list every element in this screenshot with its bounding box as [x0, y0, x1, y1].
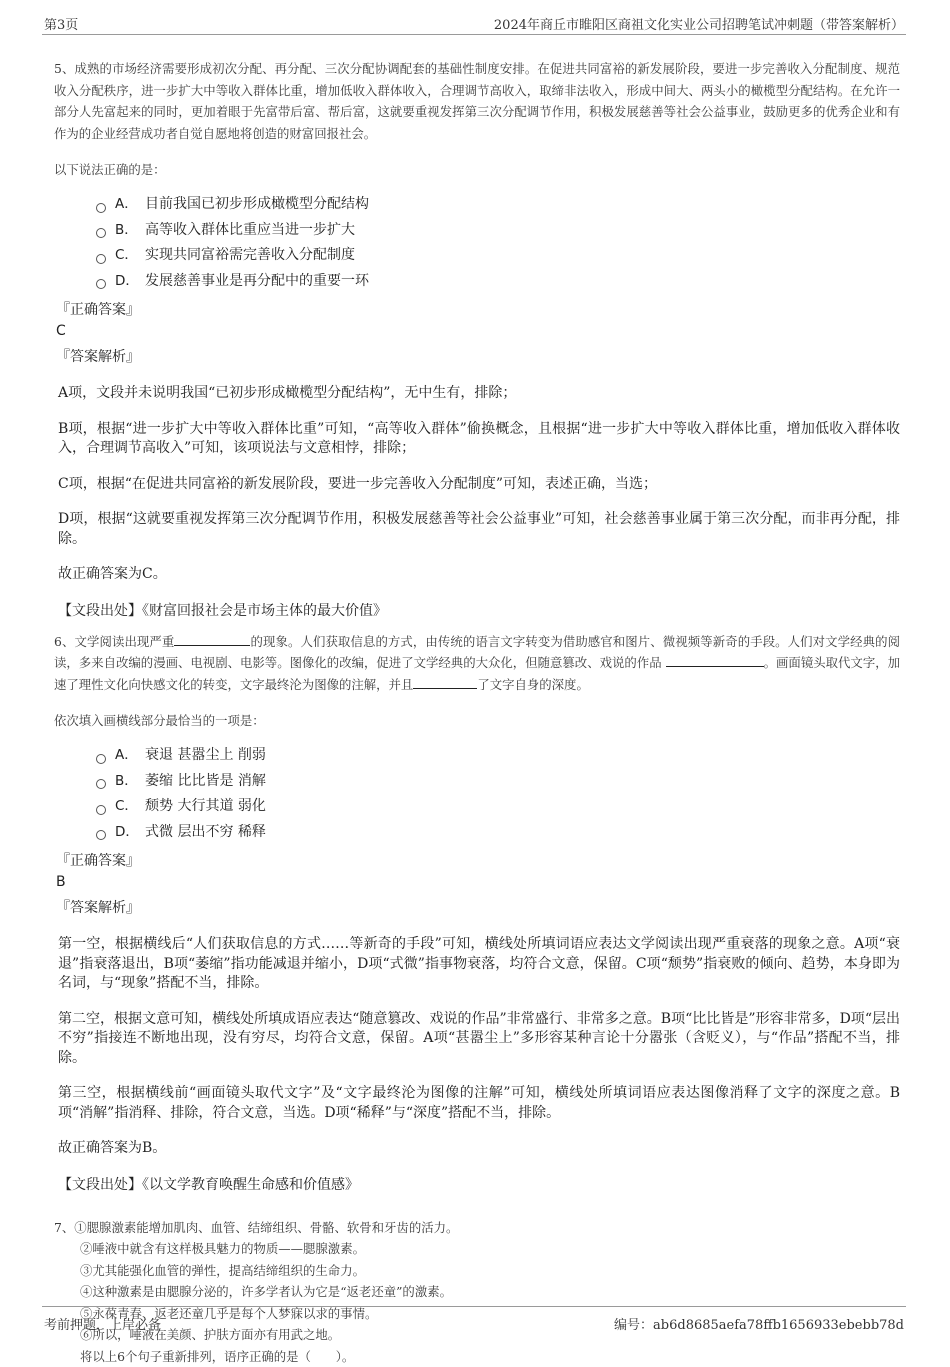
- fill-blank-3: [413, 676, 477, 689]
- radio-icon[interactable]: [96, 279, 106, 289]
- question-7-line: ③尤其能强化血管的弹性，提高结缔组织的生命力。: [80, 1260, 900, 1282]
- radio-icon[interactable]: [96, 254, 106, 264]
- question-7-line: ④这种激素是由腮腺分泌的，许多学者认为它是“返老还童”的激素。: [80, 1281, 900, 1303]
- analysis-paragraph: D项，根据“这就要重视发挥第三次分配调节作用，积极发展慈善等社会公益事业”可知，社会慈善事业属于第三次分配，而非再分配，排除。: [58, 510, 900, 549]
- question-6-options: [54, 743, 900, 845]
- fill-blank-2: [666, 654, 764, 667]
- option-c[interactable]: C． 颓势 大行其道 弱化: [96, 794, 900, 820]
- passage-source: 【文段出处】《以文学教育唤醒生命感和价值感》: [58, 1175, 900, 1195]
- passage-source: 【文段出处】《财富回报社会是市场主体的最大价值》: [58, 601, 900, 621]
- radio-icon[interactable]: [96, 779, 106, 789]
- question-5-prompt: 以下说法正确的是：: [54, 160, 900, 180]
- correct-answer-label: 『正确答案』: [56, 850, 900, 872]
- footer-slogan: 考前押题，上岸必备: [44, 1314, 161, 1333]
- analysis-paragraph: 第二空，根据文意可知，横线处所填成语应表达“随意篡改、戏说的作品”非常盛行、非常多之意。B项“比比皆是”形容非常多，D项“层出不穷”指接连不断地出现，没有穷尽，均符合文意，保留。A项“甚嚣尘上”多形容某种言论十分嚣张（含贬义），与“作品”搭配不当，排除。: [58, 1010, 900, 1069]
- question-5-options: [54, 192, 900, 294]
- page-footer: [42, 1306, 906, 1337]
- radio-icon[interactable]: [96, 805, 106, 815]
- correct-answer-label: 『正确答案』: [56, 299, 900, 321]
- analysis-paragraph: 第一空，根据横线后“人们获取信息的方式……等新奇的手段”可知，横线处所填词语应表达文学阅读出现严重衰落的现象之意。A项“衰退”指衰落退出，B项“萎缩”指功能减退并缩小，D项“式微”指事物衰落，均符合文意，保留。C项“颓势”指衰败的倾向、趋势，本身即为名词，与“现象”搭配不当，排除。: [58, 935, 900, 994]
- question-7-line: ②唾液中就含有这样极具魅力的物质——腮腺激素。: [80, 1238, 900, 1260]
- page-content: [54, 58, 900, 1367]
- question-7-line: ⑤永葆青春、返老还童几乎是每个人梦寐以求的事情。: [80, 1303, 900, 1325]
- question-6-prompt: 依次填入画横线部分最恰当的一项是：: [54, 711, 900, 731]
- document-code: 编号：ab6d8685aefa78ffb1656933ebebb78d: [614, 1314, 904, 1333]
- question-6: [54, 631, 900, 1195]
- question-7-instruction: 将以上6个句子重新排列，语序正确的是（ ）。: [80, 1346, 900, 1367]
- radio-icon[interactable]: [96, 203, 106, 213]
- radio-icon[interactable]: [96, 228, 106, 238]
- question-7-line: 7、①腮腺激素能增加肌肉、血管、结缔组织、骨骼、软骨和牙齿的活力。: [54, 1217, 900, 1239]
- document-title: 2024年商丘市睢阳区商祖文化实业公司招聘笔试冲刺题（带答案解析）: [494, 14, 904, 33]
- option-a[interactable]: A． 目前我国已初步形成橄榄型分配结构: [96, 192, 900, 218]
- option-c[interactable]: C． 实现共同富裕需完善收入分配制度: [96, 243, 900, 269]
- question-5-passage: 5、成熟的市场经济需要形成初次分配、再分配、三次分配协调配套的基础性制度安排。在促进共同富裕的新发展阶段，要进一步完善收入分配制度、规范收入分配秩序，进一步扩大中等收入群体比重，增加低收入群体收入，合理调节高收入，取缔非法收入，形成中间大、两头小的橄榄型分配结构。在允许一部分人先富起来的同时，更加着眼于先富带后富、帮后富，这就要重视发挥第三次分配调节作用，积极发展慈善等社会公益事业，鼓励更多的优秀企业和有作为的企业经营成功者自觉自愿地将创造的财富回报社会。: [54, 58, 900, 144]
- analysis-conclusion: 故正确答案为C。: [58, 565, 900, 585]
- analysis-paragraph: B项，根据“进一步扩大中等收入群体比重”可知，“高等收入群体”偷换概念，且根据“进一步扩大中等收入群体比重，增加低收入群体收入，合理调节高收入”可知，该项说法与文意相悖，排除；: [58, 420, 900, 459]
- question-5: [54, 58, 900, 621]
- question-7-line: ⑥所以，唾液在美颜、护肤方面亦有用武之地。: [80, 1324, 900, 1346]
- radio-icon[interactable]: [96, 754, 106, 764]
- option-b[interactable]: B． 萎缩 比比皆是 消解: [96, 769, 900, 795]
- analysis-paragraph: C项，根据“在促进共同富裕的新发展阶段，要进一步完善收入分配制度”可知，表述正确，当选；: [58, 475, 900, 495]
- page-header: [42, 12, 906, 35]
- analysis-paragraph: 第三空，根据横线前“画面镜头取代文字”及“文字最终沦为图像的注解”可知，横线处所填词语应表达图像消释了文字的深度之意。B项“消解”指消释、排除，符合文意，当选。D项“稀释”与“深度”搭配不当，排除。: [58, 1084, 900, 1123]
- page-number: 第3页: [44, 14, 78, 33]
- analysis-paragraph: A项，文段并未说明我国“已初步形成橄榄型分配结构”，无中生有，排除；: [58, 384, 900, 404]
- fill-blank-1: [174, 633, 250, 646]
- option-a[interactable]: A． 衰退 甚嚣尘上 削弱: [96, 743, 900, 769]
- option-b[interactable]: B． 高等收入群体比重应当进一步扩大: [96, 218, 900, 244]
- question-7: [54, 1217, 900, 1367]
- radio-icon[interactable]: [96, 830, 106, 840]
- question-6-passage: 6、文学阅读出现严重 的现象。人们获取信息的方式，由传统的语言文字转变为借助感官和图片、微视频等新奇的手段。人们对文学经典的阅读，多来自改编的漫画、电视剧、电影等。图像化的改编，促进了文学经典的大众化，但随意篡改、戏说的作品 。画面镜头取代文字，加速了理性文化向快感文化的转变，文字最终沦为图像的注解，并且 了文字自身的深度。: [54, 631, 900, 696]
- option-d[interactable]: D． 发展慈善事业是再分配中的重要一环: [96, 269, 900, 295]
- option-d[interactable]: D． 式微 层出不穷 稀释: [96, 820, 900, 846]
- analysis-label: 『答案解析』: [56, 897, 900, 919]
- analysis-label: 『答案解析』: [56, 346, 900, 368]
- correct-answer-value: C: [56, 321, 900, 341]
- correct-answer-value: B: [56, 872, 900, 892]
- analysis-conclusion: 故正确答案为B。: [58, 1139, 900, 1159]
